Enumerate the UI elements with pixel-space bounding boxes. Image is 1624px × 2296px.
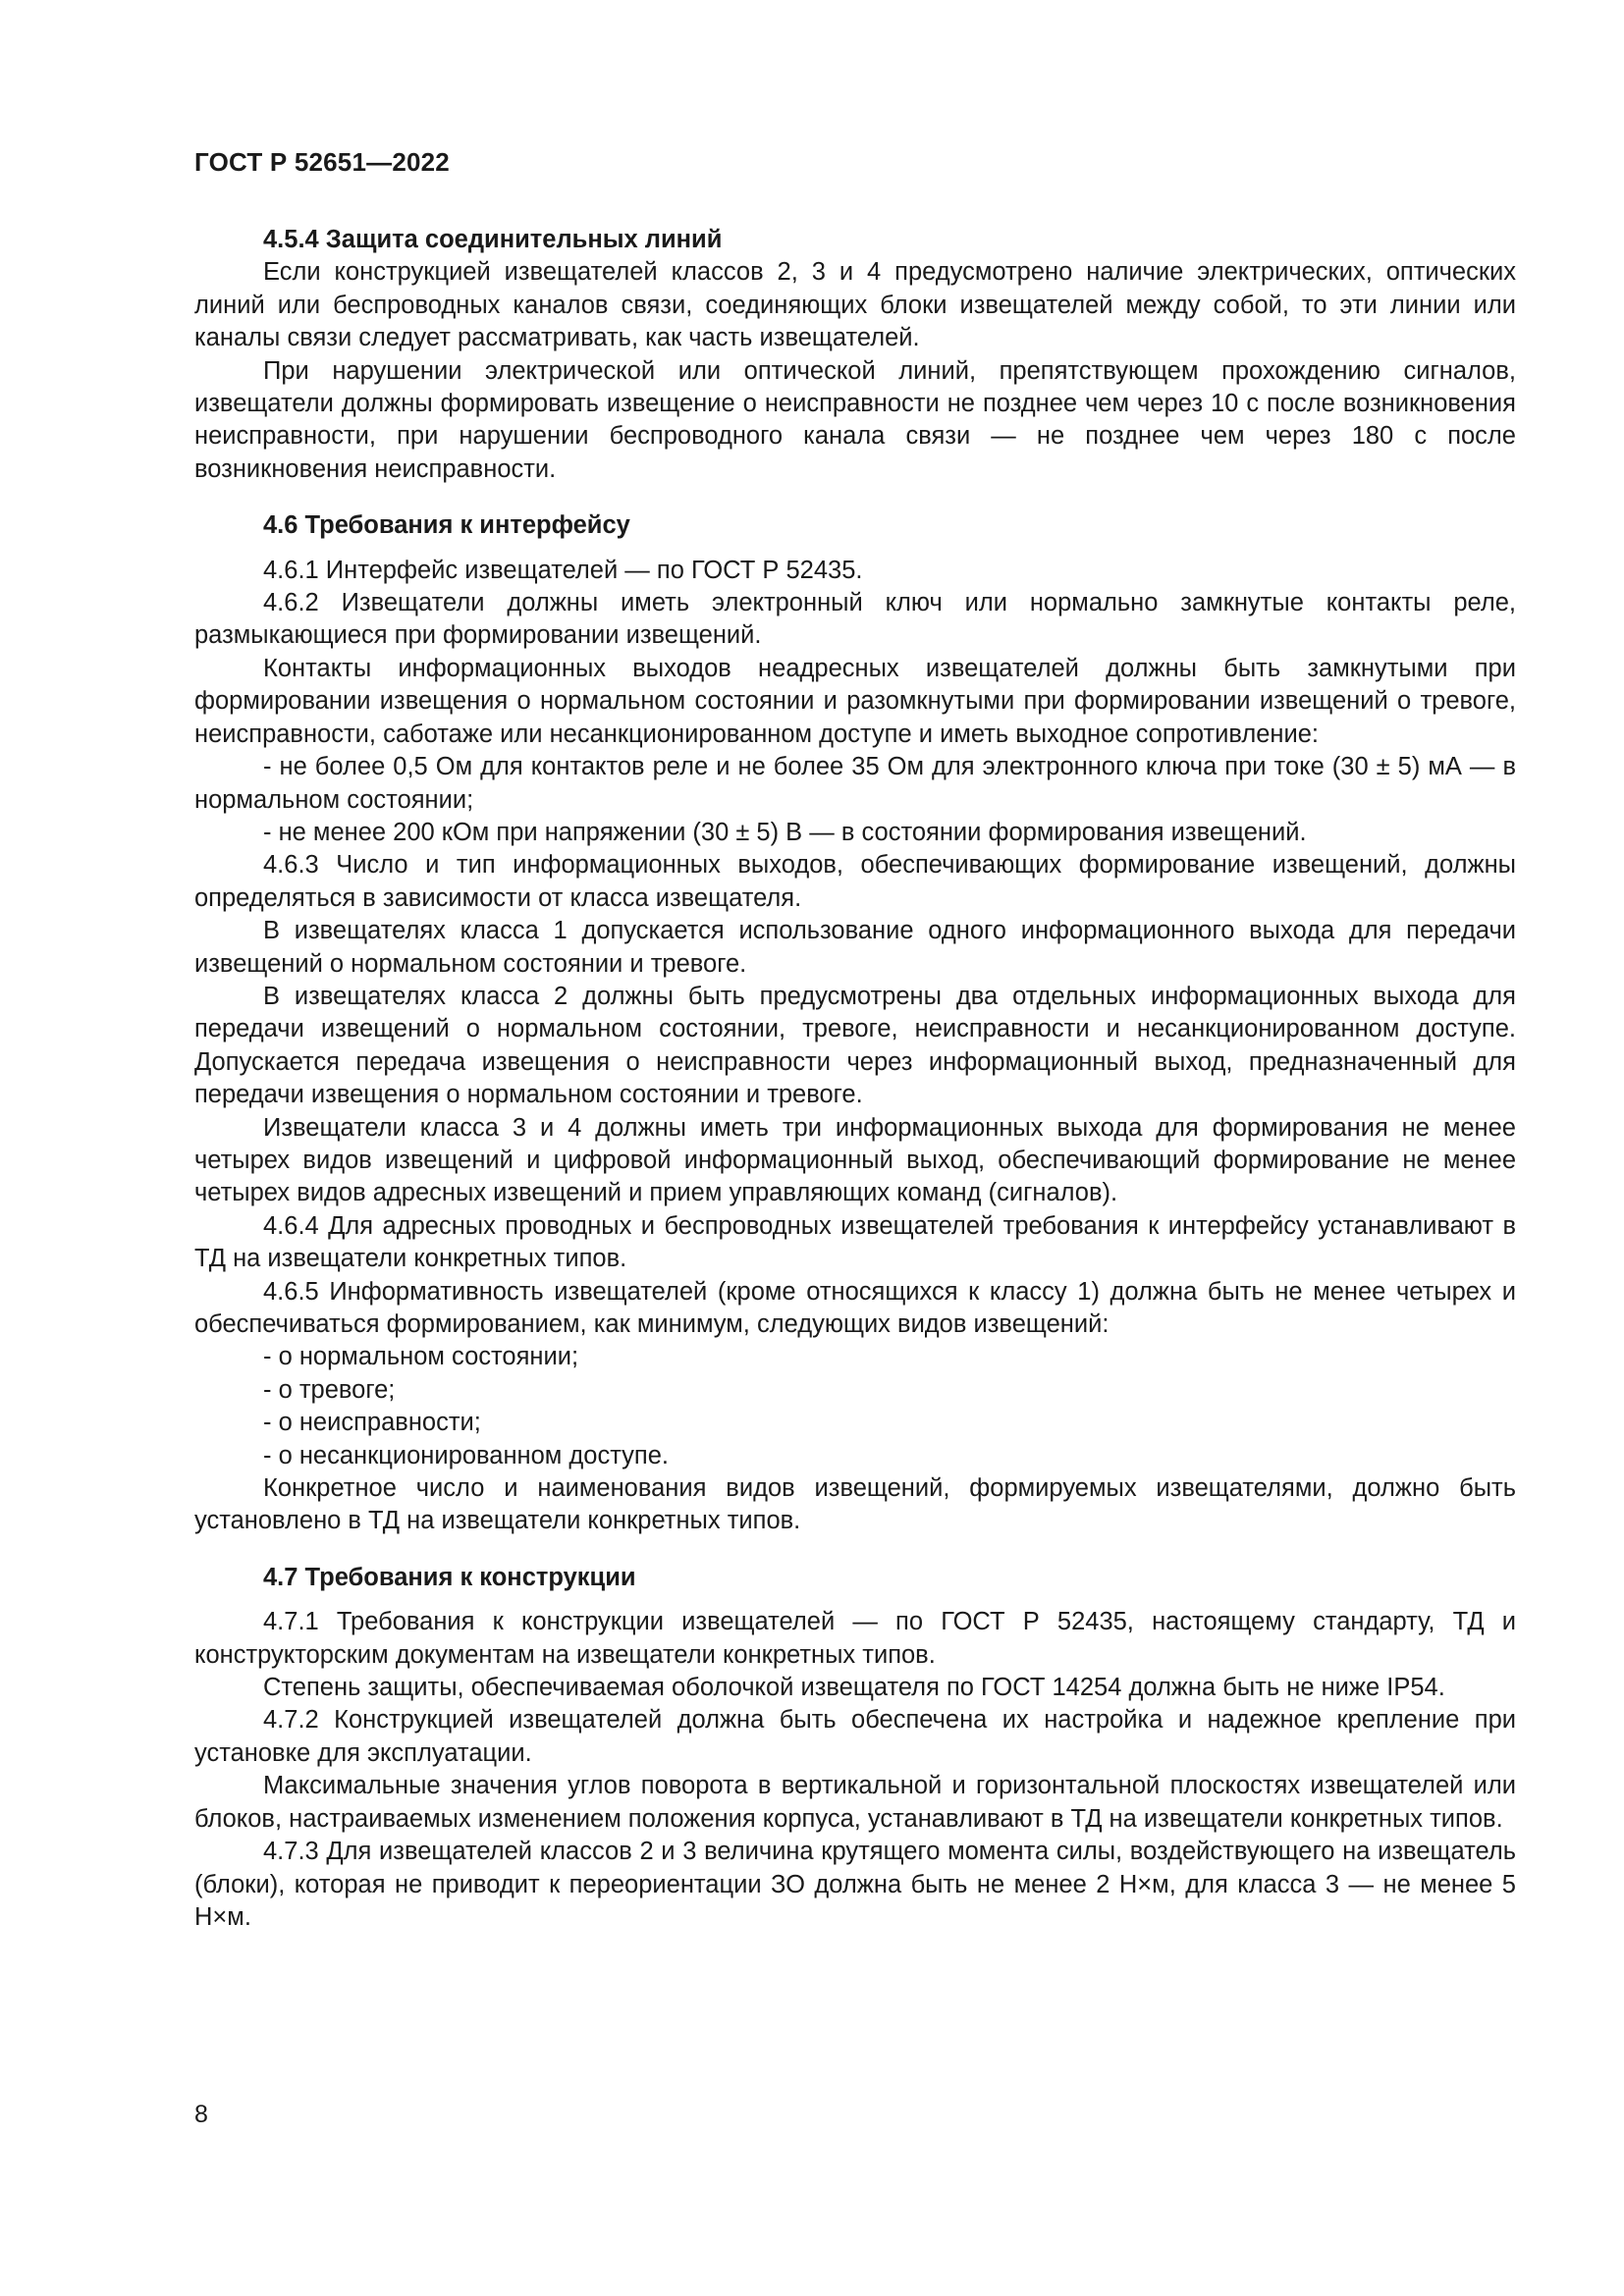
paragraph: При нарушении электрической или оптической линий, препятствующем прохождению сигналов, извещатели должны формировать извещение о неисправности не позднее чем через 10 с после возникновения неисправности, при нарушении беспроводного канала связи — не позднее чем через 180 с после возникновения неисправности. [194, 356, 1516, 483]
paragraph: 4.6.3 Число и тип информационных выходов, обеспечивающих формирование извещений, должны определяться в зависимости от класса извещателя. [194, 851, 1516, 912]
section-heading-4-6: 4.6 Требования к интерфейсу [263, 511, 630, 540]
paragraph: 4.7.1 Требования к конструкции извещателей — по ГОСТ Р 52435, настоящему стандарту, ТД и конструкторским документам на извещатели конкретных типов. [194, 1608, 1516, 1669]
paragraph-dash-item: - не более 0,5 Ом для контактов реле и не более 35 Ом для электронного ключа при токе (30 ± 5) мА — в нормальном состоянии; [194, 753, 1516, 814]
list-item: - о нормальном состоянии; [263, 1343, 579, 1371]
paragraph: 4.6.1 Интерфейс извещателей — по ГОСТ Р 52435. [263, 556, 863, 584]
section-heading-4-5-4: 4.5.4 Защита соединительных линий [263, 226, 723, 253]
list-item: - о несанкционированном доступе. [263, 1441, 670, 1469]
paragraph: Если конструкцией извещателей классов 2, 3 и 4 предусмотрено наличие электрических, оптических линий или беспроводных каналов связи, соединяющих блоки извещателей между собой, то эти линии или каналы связи следует рассматривать, как часть извещателей. [194, 258, 1516, 352]
paragraph: В извещателях класса 2 должны быть предусмотрены два отдельных информационных выхода для передачи извещений о нормальном состоянии, тревоге, неисправности и несанкционированном доступе. Допускается передача извещения о неисправности через информационный выход, предназначенный для передачи извещения о нормальном состоянии и тревоге. [194, 982, 1516, 1109]
paragraph: Степень защиты, обеспечиваемая оболочкой извещателя по ГОСТ 14254 должна быть не ниже IP54. [263, 1674, 1445, 1702]
paragraph: Максимальные значения углов поворота в вертикальной и горизонтальной плоскостях извещателей или блоков, настраиваемых изменением положения корпуса, устанавливают в ТД на извещатели конкретных типов. [194, 1772, 1516, 1833]
paragraph: В извещателях класса 1 допускается использование одного информационного выхода для передачи извещений о нормальном состоянии и тревоге. [194, 917, 1516, 978]
paragraph: 4.6.5 Информативность извещателей (кроме относящихся к классу 1) должна быть не менее четырех и обеспечиваться формированием, как минимум, следующих видов извещений: [194, 1277, 1516, 1338]
list-item: - о неисправности; [263, 1409, 481, 1437]
section-heading-4-7: 4.7 Требования к конструкции [263, 1563, 636, 1591]
paragraph: Извещатели класса 3 и 4 должны иметь три информационных выхода для формирования не менее четырех видов извещений и цифровой информационный выход, обеспечивающий формирование не менее четырех видов адресных извещений и прием управляющих команд (сигналов). [194, 1113, 1516, 1207]
list-item: - о тревоге; [263, 1375, 396, 1404]
document-header: ГОСТ Р 52651—2022 [194, 147, 450, 177]
paragraph: 4.6.4 Для адресных проводных и беспроводных извещателей требования к интерфейсу устанавливают в ТД на извещатели конкретных типов. [194, 1211, 1516, 1273]
paragraph: 4.7.3 Для извещателей классов 2 и 3 величина крутящего момента силы, воздействующего на извещатель (блоки), которая не приводит к переориентации ЗО должна быть не менее 2 Н×м, для класса 3 — не менее 5 Н×м. [194, 1838, 1516, 1931]
paragraph: 4.7.2 Конструкцией извещателей должна быть обеспечена их настройка и надежное крепление при установке для эксплуатации. [194, 1706, 1516, 1767]
paragraph: Конкретное число и наименования видов извещений, формируемых извещателями, должно быть установлено в ТД на извещатели конкретных типов. [194, 1474, 1516, 1535]
document-body [194, 224, 1516, 1934]
page-number: 8 [194, 2101, 208, 2128]
paragraph: 4.6.2 Извещатели должны иметь электронный ключ или нормально замкнутые контакты реле, размыкающиеся при формировании извещений. [194, 589, 1516, 650]
paragraph-dash-item: - не менее 200 кОм при напряжении (30 ± 5) В — в состоянии формирования извещений. [263, 818, 1307, 846]
paragraph: Контакты информационных выходов неадресных извещателей должны быть замкнутыми при формировании извещения о нормальном состоянии и разомкнутыми при формировании извещений о тревоге, неисправности, саботаже или несанкционированном доступе и иметь выходное сопротивление: [194, 654, 1516, 748]
